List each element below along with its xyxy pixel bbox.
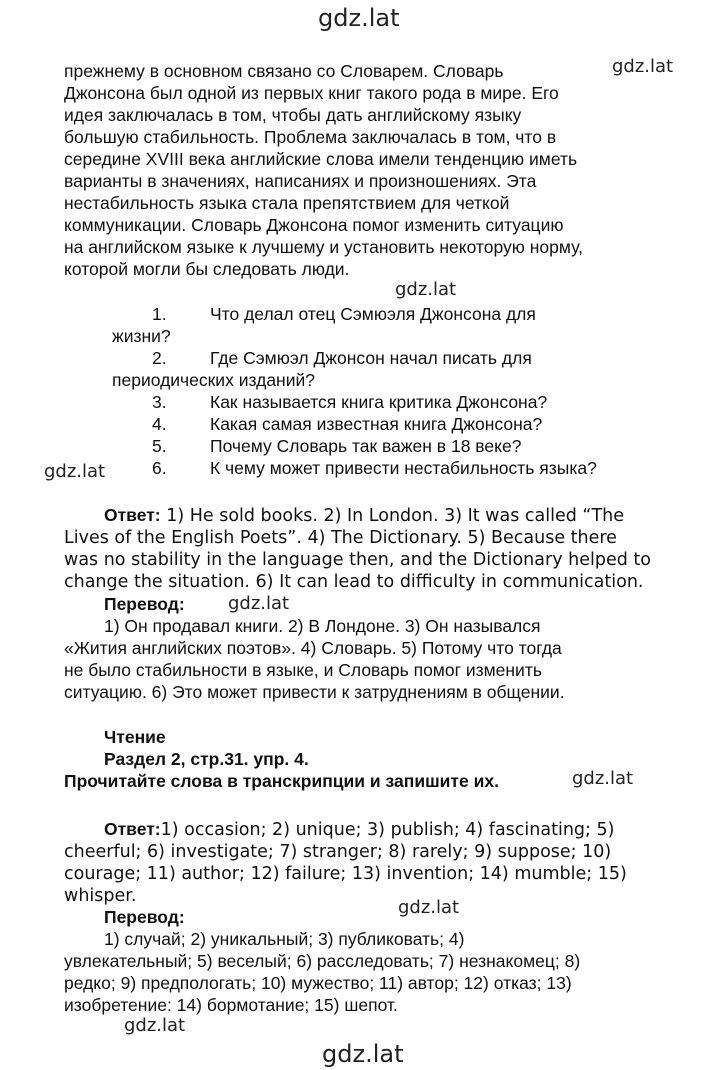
watermark-top: gdz.lat xyxy=(318,4,400,32)
text-line: Джонсона был одной из первых книг такого рода в мире. Его xyxy=(64,83,559,103)
watermark-right-1: gdz.lat xyxy=(612,56,674,77)
answer-block-2 xyxy=(64,818,627,907)
text-line: 1) Он продавал книги. 2) В Лондоне. 3) Он назывался xyxy=(104,616,541,636)
text-line: не было стабильности в языке, и Словарь помог изменить xyxy=(64,660,542,680)
text-line: коммуникации. Словарь Джонсона помог изменить ситуацию xyxy=(64,215,564,235)
text-line: середине XVIII века английские слова имели тенденцию иметь xyxy=(64,149,578,169)
text-line: «Жития английских поэтов». 4) Словарь. 5) Потому что тогда xyxy=(64,638,562,658)
section-reference: Раздел 2, стр.31. упр. 4. xyxy=(104,749,309,769)
text-line: ситуацию. 6) Это может привести к затруднениям в общении. xyxy=(64,682,565,702)
text-line: change the situation. 6) It can lead to difficulty in communication. xyxy=(64,572,644,592)
text-line: на английском языке к лучшему и установить некоторую норму, xyxy=(64,237,583,257)
question-number: 6. xyxy=(152,458,167,478)
text-line xyxy=(64,504,651,527)
question-continuation: жизни? xyxy=(112,326,171,346)
answer-text: 1) He sold books. 2) In London. 3) It was called “The xyxy=(160,506,625,526)
translation-label-1: Перевод: xyxy=(104,594,185,614)
watermark-mid-2: gdz.lat xyxy=(228,593,290,614)
question-text: Почему Словарь так важен в 18 веке? xyxy=(210,436,522,456)
text-line: courage; 11) author; 12) failure; 13) invention; 14) mumble; 15) xyxy=(64,864,627,884)
answer-block-1 xyxy=(64,504,651,593)
question-text: Как называется книга критика Джонсона? xyxy=(210,392,548,412)
question-number: 4. xyxy=(152,414,167,434)
question-text: Что делал отец Сэмюэля Джонсона для xyxy=(210,304,536,324)
text-line: редко; 9) предпологать; 10) мужество; 11) автор; 12) отказ; 13) xyxy=(64,973,572,993)
question-number: 3. xyxy=(152,392,167,412)
watermark-left-2: gdz.lat xyxy=(124,1015,186,1036)
text-line xyxy=(64,818,627,841)
watermark-right-2: gdz.lat xyxy=(572,768,634,789)
question-continuation: периодических изданий? xyxy=(112,370,316,390)
intro-paragraph xyxy=(64,60,664,280)
watermark-left-1: gdz.lat xyxy=(44,461,106,482)
question-number: 1. xyxy=(152,304,167,324)
translation-block-1 xyxy=(64,615,565,703)
answer-text: 1) occasion; 2) unique; 3) publish; 4) fascinating; 5) xyxy=(160,820,615,840)
question-text: К чему может привести нестабильность языка? xyxy=(210,458,597,478)
watermark-center-1: gdz.lat xyxy=(395,279,457,300)
section-title: Чтение xyxy=(104,727,166,747)
text-line: whisper. xyxy=(64,886,137,906)
text-line: изобретение: 14) бормотание; 15) шепот. xyxy=(64,995,398,1015)
question-number: 2. xyxy=(152,348,167,368)
text-line: прежнему в основном связано со Словарем. Словарь xyxy=(64,61,504,81)
question-number: 5. xyxy=(152,436,167,456)
answer-label: Ответ: xyxy=(104,505,161,525)
text-line: увлекательный; 5) веселый; 6) расследовать; 7) незнакомец; 8) xyxy=(64,951,581,971)
text-line: 1) случай; 2) уникальный; 3) публиковать; 4) xyxy=(104,929,465,949)
question-text: Какая самая известная книга Джонсона? xyxy=(210,414,543,434)
text-line: идея заключалась в том, чтобы дать английскому языку xyxy=(64,105,522,125)
text-line: Lives of the English Poets”. 4) The Dictionary. 5) Because there xyxy=(64,528,617,548)
translation-block-2 xyxy=(64,928,580,1016)
text-line: cheerful; 6) investigate; 7) stranger; 8) rarely; 9) suppose; 10) xyxy=(64,842,612,862)
section-task: Прочитайте слова в транскрипции и запишите их. xyxy=(64,771,499,791)
translation-label-2: Перевод: xyxy=(104,907,185,927)
text-line: was no stability in the language then, and the Dictionary helped to xyxy=(64,550,651,570)
question-text: Где Сэмюэл Джонсон начал писать для xyxy=(210,348,532,368)
answer-label: Ответ: xyxy=(104,819,161,839)
watermark-bottom: gdz.lat xyxy=(322,1040,404,1068)
text-line: нестабильность языка стала препятствием для четкой xyxy=(64,193,510,213)
text-line: варианты в значениях, написаниях и произношениях. Эта xyxy=(64,171,537,191)
text-line: большую стабильность. Проблема заключалась в том, что в xyxy=(64,127,557,147)
watermark-center-2: gdz.lat xyxy=(398,897,460,918)
text-line: которой могли бы следовать люди. xyxy=(64,259,350,279)
